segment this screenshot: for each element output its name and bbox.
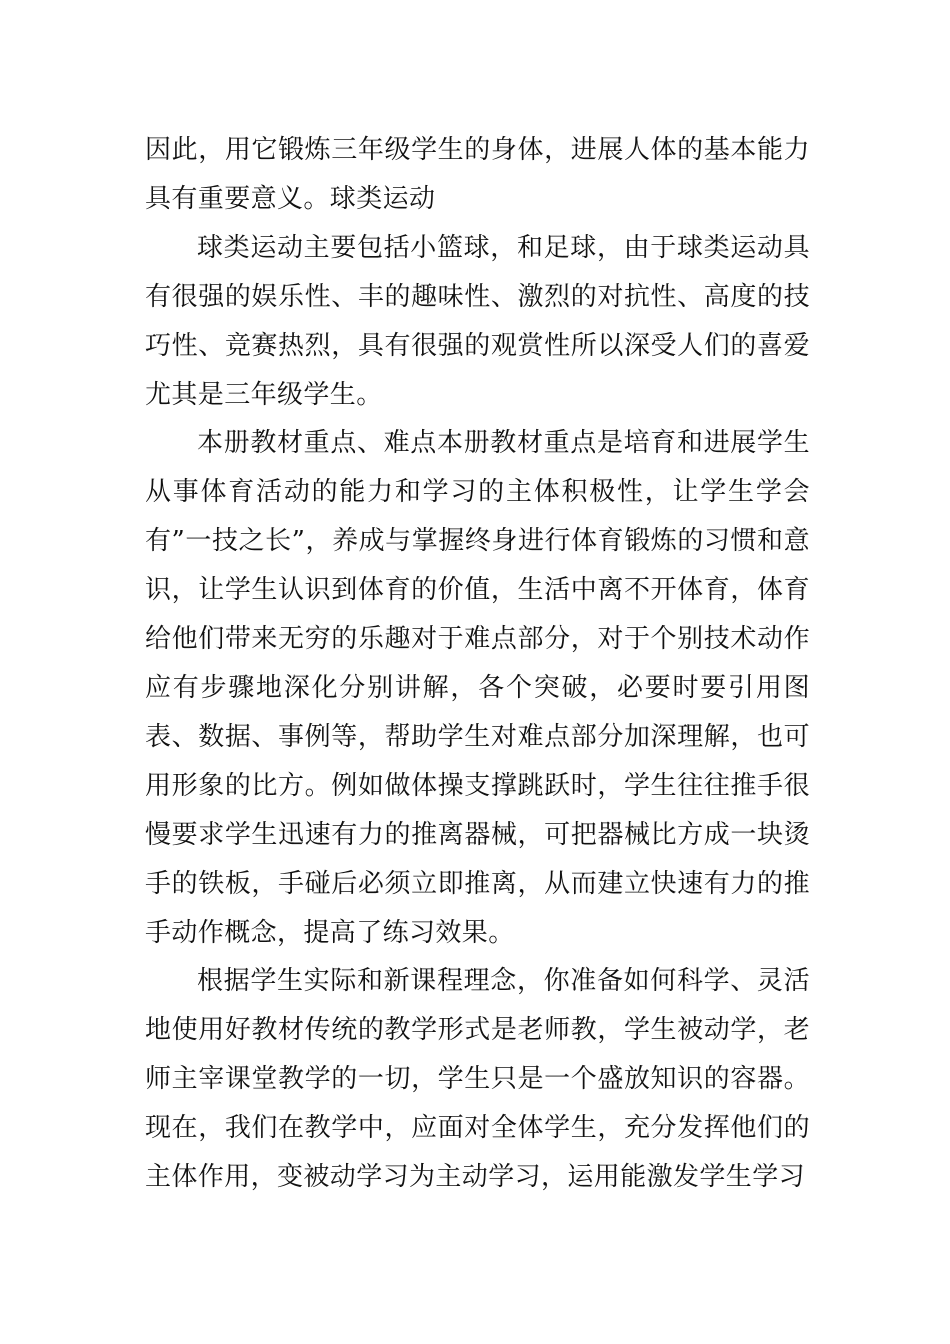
paragraph-3: 本册教材重点、难点本册教材重点是培育和进展学生从事体育活动的能力和学习的主体积极性，让学生学会有”一技之长”，养成与掌握终身进行体育锻炼的习惯和意识，让学生认识到体育的价值，生活中离不开体育，体育给他们带来无穷的乐趣对于难点部分，对于个别技术动作应有步骤地深化分别讲解，各个突破，必要时要引用图表、数据、事例等，帮助学生对难点部分加深理解，也可用形象的比方。例如做体操支撑跳跃时，学生往往推手很慢要求学生迅速有力的推离器械，可把器械比方成一块烫手的铁板，手碰后必须立即推离，从而建立快速有力的推手动作概念，提高了练习效果。 [145,428,810,948]
paragraph-2: 球类运动主要包括小篮球，和足球，由于球类运动具有很强的娱乐性、丰的趣味性、激烈的对抗性、高度的技巧性、竞赛热烈，具有很强的观赏性所以深受人们的喜爱尤其是三年级学生。 [145,232,810,410]
body-text [145,126,810,1202]
paragraph-1: 因此，用它锻炼三年级学生的身体，进展人体的基本能力具有重要意义。球类运动 [145,135,810,214]
paragraph-4: 根据学生实际和新课程理念，你准备如何科学、灵活地使用好教材传统的教学形式是老师教，学生被动学，老师主宰课堂教学的一切，学生只是一个盛放知识的容器。现在，我们在教学中，应面对全体学生，充分发挥他们的主体作用，变被动学习为主动学习，运用能激发学生学习 [145,966,810,1193]
